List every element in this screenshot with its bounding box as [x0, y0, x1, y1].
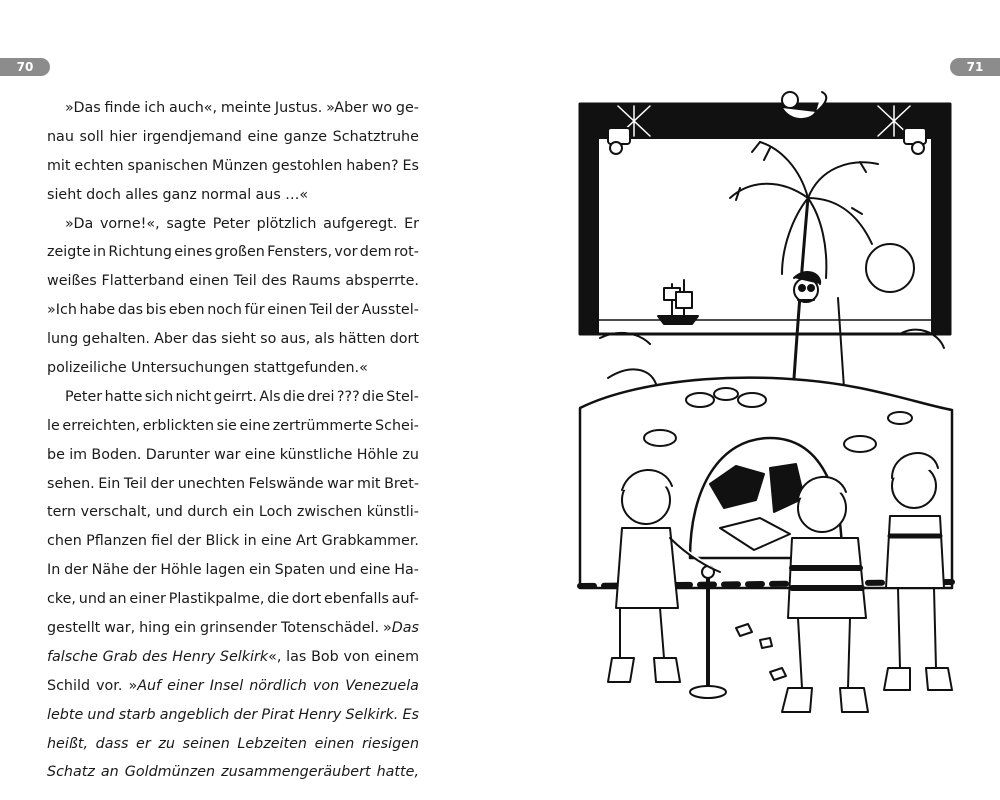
word: meinte [220, 100, 272, 116]
word: fiel [151, 533, 174, 550]
word: ein [232, 504, 255, 521]
word: vor. [96, 677, 123, 694]
word: Henry [172, 648, 216, 665]
word: einem [374, 648, 419, 665]
word: das [191, 331, 218, 348]
word: gestohlen [271, 157, 343, 174]
word: Aber [154, 331, 188, 348]
word: erreichten, [62, 417, 141, 434]
word: Raums [291, 273, 341, 290]
word: Als [259, 388, 281, 405]
word: »Auf [128, 677, 162, 694]
word: »Das [383, 620, 419, 637]
word: Blick [205, 533, 240, 550]
skull-icon [794, 272, 820, 302]
word: ich [144, 100, 166, 116]
text-line [47, 94, 419, 123]
word: der [233, 706, 258, 723]
text-line [47, 267, 419, 296]
word: durch [187, 504, 228, 521]
word: Es [402, 706, 419, 723]
word: sehen. [47, 475, 95, 492]
text-line [47, 152, 419, 181]
text-line [47, 730, 419, 759]
word: noch [207, 302, 242, 319]
word: mit [47, 157, 71, 174]
word: das [117, 302, 144, 319]
word: und [155, 504, 183, 521]
word: in [93, 244, 107, 261]
word: eine [247, 128, 279, 145]
word: dort [291, 591, 322, 608]
word: sie [216, 417, 237, 434]
text-line [47, 210, 419, 239]
word: mit [357, 475, 381, 492]
text-line [47, 527, 419, 556]
word: von [343, 648, 370, 665]
word: finde [104, 100, 141, 116]
word: Stel- [386, 388, 419, 405]
word: nau [47, 128, 74, 145]
word: als [314, 331, 335, 348]
word: künstli- [366, 504, 419, 521]
text-line [47, 383, 419, 412]
word: tern [47, 504, 77, 521]
word: Schatztruhe [332, 128, 419, 145]
word: grinsender [200, 620, 278, 637]
word: und [78, 591, 106, 608]
word: irgendjemand [142, 128, 242, 145]
word: auf- [391, 591, 419, 608]
word: in [243, 533, 257, 550]
word: eine [359, 562, 391, 579]
word: heißt, [47, 735, 88, 752]
word: ein [174, 620, 197, 637]
word: sieht [221, 331, 257, 348]
word: so [260, 331, 277, 348]
word: hätten [338, 331, 386, 348]
word: Teil [123, 475, 147, 492]
word: Lebzeiten [237, 735, 307, 752]
word: künstliche [279, 446, 353, 463]
word: einer [167, 677, 204, 694]
word: Pflanzen [86, 533, 147, 550]
word: seinen [182, 735, 230, 752]
word: ganze [283, 128, 327, 145]
word: einen [314, 735, 355, 752]
word: sich [144, 388, 174, 405]
word: le [47, 417, 60, 434]
word: hier [109, 128, 138, 145]
word: eben [168, 302, 205, 319]
word: In [47, 562, 61, 579]
word: an [108, 591, 127, 608]
word: erblickten [142, 417, 215, 434]
word: eine [244, 446, 276, 463]
word: Ein [98, 475, 121, 492]
word: war [327, 475, 354, 492]
word: zusammengeräubert [221, 764, 371, 781]
word: Untersuchungen [130, 360, 250, 377]
word: habe [79, 302, 116, 319]
text-line [47, 238, 419, 267]
word: lebte [47, 706, 84, 723]
word: las [286, 648, 307, 665]
word: lagen [205, 562, 246, 579]
word: falsche [47, 648, 98, 665]
word: echten [74, 157, 124, 174]
word: Es [402, 157, 419, 174]
word: sieht [47, 186, 82, 203]
word: zu [158, 735, 175, 752]
word: und [328, 562, 357, 579]
word: Richtung [108, 244, 172, 261]
text-line [47, 585, 419, 614]
word: soll [79, 128, 104, 145]
story-text [47, 94, 419, 787]
word: »Aber [326, 100, 368, 116]
word: hatte, [376, 764, 419, 781]
word: normal [201, 186, 252, 203]
word: Henry [298, 706, 342, 723]
word: war, [104, 620, 136, 637]
word: Peter [212, 215, 250, 232]
word: an [100, 764, 119, 781]
word: aufgeregt. [323, 215, 398, 232]
text-line [47, 181, 419, 210]
word: nördlich [249, 677, 307, 694]
word: dort [389, 331, 419, 348]
word: zeigte [47, 244, 91, 261]
word: lung [47, 331, 79, 348]
text-line [47, 643, 419, 672]
word: Teil [309, 302, 333, 319]
word: polizeiliche [47, 360, 127, 377]
word: gestellt [47, 620, 101, 637]
word: Er [404, 215, 419, 232]
word: cke, [47, 591, 76, 608]
word: zu [402, 446, 419, 463]
word: Plastikpalme, [168, 591, 265, 608]
word: der [177, 533, 202, 550]
text-line [47, 672, 419, 701]
word: Art [296, 533, 318, 550]
text-line [47, 441, 419, 470]
text-line [47, 701, 419, 730]
word: vorne!«, [99, 215, 160, 232]
word: einen [189, 273, 229, 290]
word: geirrt. [213, 388, 257, 405]
word: Nähe [91, 562, 129, 579]
word: Flatterband [101, 273, 185, 290]
word: hing [139, 620, 171, 637]
word: plötzlich [256, 215, 317, 232]
word: ebenfalls [324, 591, 389, 608]
word: Felswände [248, 475, 324, 492]
word: hatte [104, 388, 143, 405]
word: Spaten [274, 562, 326, 579]
word: auch«, [169, 100, 218, 116]
word: eines [174, 244, 213, 261]
word: zertrümmerte [272, 417, 373, 434]
word: Boden. [91, 446, 142, 463]
word: die [362, 388, 384, 405]
word: die [282, 388, 305, 405]
word: von [312, 677, 340, 694]
text-line [47, 498, 419, 527]
text-line [47, 758, 419, 787]
word: ??? [336, 388, 360, 405]
word: des [142, 648, 168, 665]
word: bis [145, 302, 167, 319]
word: »Da [65, 215, 94, 232]
word: aus, [280, 331, 311, 348]
word: aus [255, 186, 281, 203]
word: alles [125, 186, 159, 203]
word: Ausstel- [361, 302, 419, 319]
word: einen [267, 302, 307, 319]
word: Teil [233, 273, 257, 290]
word: rot- [393, 244, 419, 261]
word: der [132, 562, 157, 579]
word: spanischen [127, 157, 209, 174]
word: Schatz [47, 764, 95, 781]
text-line [47, 412, 419, 441]
word: Grab [102, 648, 138, 665]
text-line [47, 296, 419, 325]
word: sagte [166, 215, 207, 232]
word: …« [285, 186, 309, 203]
word: weißes [47, 273, 97, 290]
word: riesigen [362, 735, 419, 752]
text-line [47, 123, 419, 152]
page-number-left: 70 [0, 58, 50, 76]
word: Höhle [356, 446, 399, 463]
word: dem [359, 244, 392, 261]
page-number-right: 71 [950, 58, 1000, 76]
word: Fensters, [267, 244, 333, 261]
word: Selkirk«, [219, 648, 282, 665]
word: »Das [65, 100, 101, 116]
word: Bret- [384, 475, 419, 492]
text-line [47, 614, 419, 643]
word: haben? [346, 157, 399, 174]
word: Höhle [160, 562, 202, 579]
word: Pirat [261, 706, 295, 723]
word: großen [214, 244, 265, 261]
word: gehalten. [82, 331, 150, 348]
word: nicht [175, 388, 212, 405]
word: für [244, 302, 265, 319]
word: doch [86, 186, 121, 203]
word: Totenschädel. [281, 620, 380, 637]
word: der [335, 302, 359, 319]
word: vor [334, 244, 358, 261]
word: war [214, 446, 241, 463]
word: dass [95, 735, 129, 752]
word: des [261, 273, 287, 290]
word: die [267, 591, 290, 608]
word: unechten [177, 475, 246, 492]
word: absperrte. [345, 273, 419, 290]
text-line [47, 470, 419, 499]
text-line [47, 556, 419, 585]
word: Darunter [145, 446, 210, 463]
sun-icon [866, 244, 914, 292]
word: Schei- [375, 417, 419, 434]
word: Bob [311, 648, 339, 665]
word: Loch [258, 504, 293, 521]
word: Goldmünzen [124, 764, 216, 781]
word: und [87, 706, 115, 723]
word: einer [129, 591, 166, 608]
word: drei [307, 388, 335, 405]
word: Insel [209, 677, 244, 694]
word: verschalt, [80, 504, 152, 521]
word: Peter [65, 388, 103, 405]
word: ganz [162, 186, 197, 203]
word: Grabkammer. [321, 533, 419, 550]
pirate-island-illustration [560, 88, 960, 728]
word: stattgefunden.« [253, 360, 368, 377]
word: ge- [395, 100, 419, 116]
word: wo [371, 100, 393, 116]
word: angeblich [159, 706, 230, 723]
word: Justus. [274, 100, 323, 116]
text-line [47, 354, 419, 383]
word: Selkirk. [345, 706, 399, 723]
word: der [64, 562, 88, 579]
word: der [150, 475, 175, 492]
word: im [69, 446, 88, 463]
word: er [136, 735, 151, 752]
text-line [47, 325, 419, 354]
word: be [47, 446, 65, 463]
word: ein [248, 562, 271, 579]
glass-shards [736, 624, 786, 680]
word: Venezuela [345, 677, 419, 694]
word: »Ich [47, 302, 77, 319]
word: starb [118, 706, 156, 723]
word: eine [239, 417, 271, 434]
word: eine [261, 533, 292, 550]
word: Münzen [211, 157, 268, 174]
word: chen [47, 533, 82, 550]
word: zwischen [296, 504, 363, 521]
word: Ha- [394, 562, 419, 579]
word: Schild [47, 677, 91, 694]
